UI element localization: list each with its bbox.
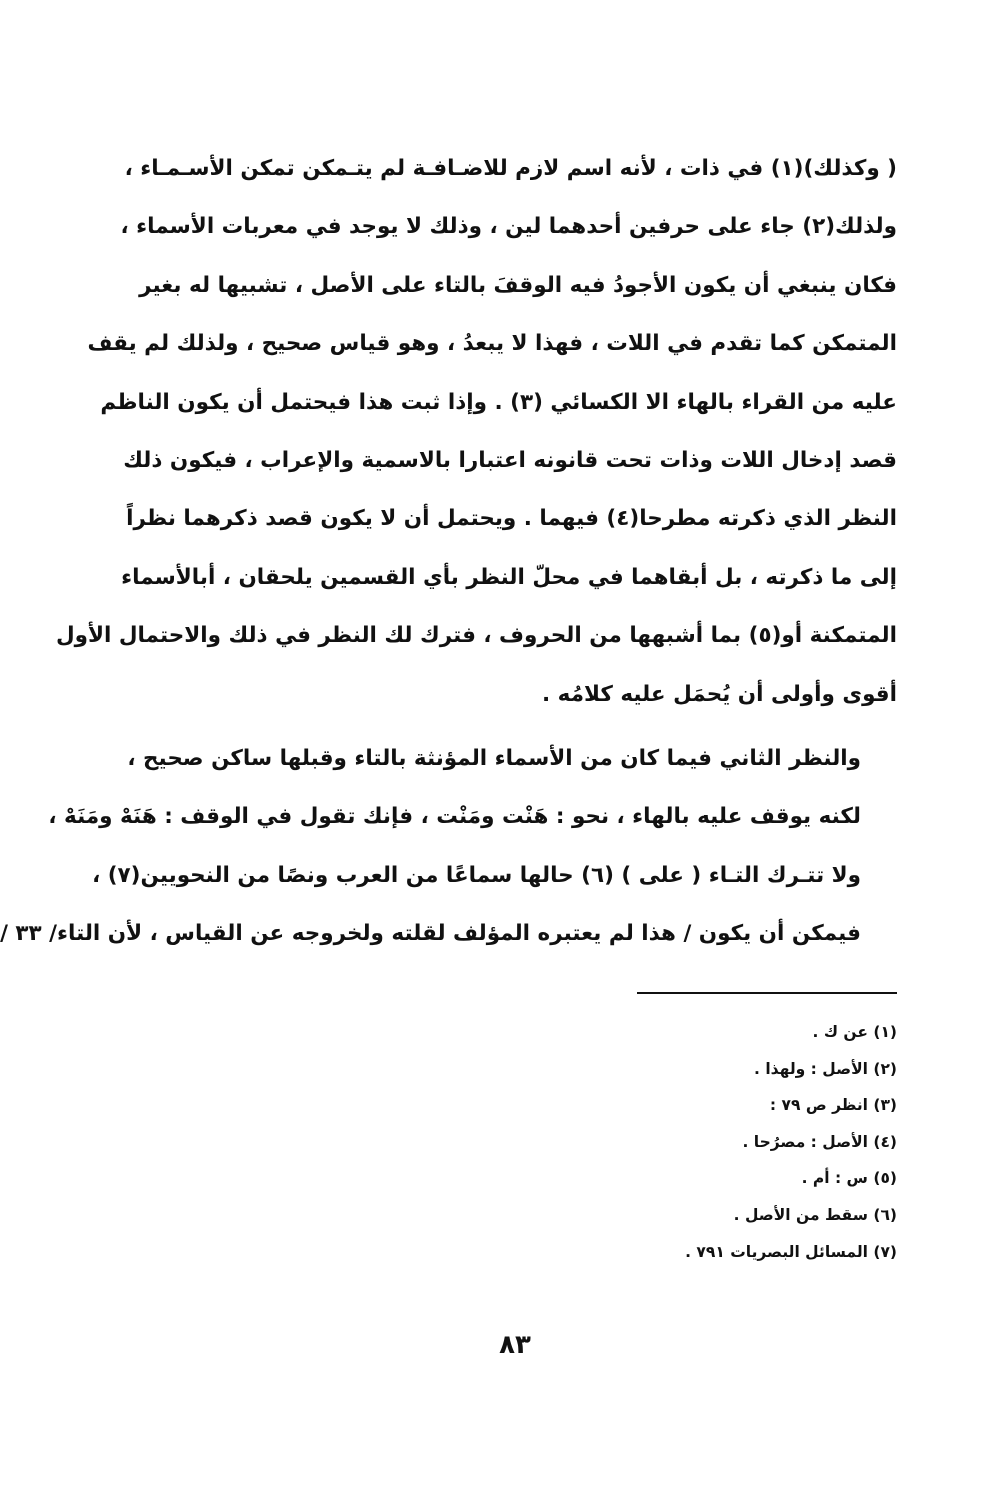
page-number: ٨٣ [499, 1330, 531, 1360]
text-line: ( وكذلك)(١) في ذات ، لأنه اسم لازم للاضـافـة لم يتـمكن تمكن الأسـمـاء ، [124, 156, 897, 181]
text-line: والنظر الثاني فيما كان من الأسماء المؤنثة بالتاء وقبلها ساكن صحيح ، [127, 745, 861, 771]
footnote-7: (٧) المسائل البصريات ٧٩١ . [685, 1242, 897, 1261]
paragraph-1 [55, 140, 897, 724]
footnote-6: (٦) سقط من الأصل . [733, 1205, 897, 1224]
footnote-3: (٣) انظر ص ٧٩ : [769, 1096, 897, 1115]
text-line: إلى ما ذكرته ، بل أبقاهما في محلّ النظر بأي القسمين يلحقان ، أبالأسماء [121, 564, 897, 590]
text-line: المتمكن كما تقدم في اللات ، فهذا لا يبعدُ ، وهو قياس صحيح ، ولذلك لم يقف [87, 331, 897, 357]
text-line: لكنه يوقف عليه بالهاء ، نحو : هَنْت ومَنْت ، فإنك تقول في الوقف : هَنَهْ ومَنَهْ ، [48, 804, 861, 830]
footnote-separator [637, 992, 897, 994]
paragraph-2 [0, 730, 897, 964]
text-line: ولا تتـرك التـاء ( على ) (٦) حالها سماعًا من العرب ونصًا من النحويين(٧) ، [92, 862, 861, 888]
text-line: قصد إدخال اللات وذات تحت قانونه اعتبارا بالاسمية والإعراب ، فيكون ذلك [123, 447, 897, 473]
text-line: عليه من القراء بالهاء الا الكسائي (٣) . وإذا ثبت هذا فيحتمل أن يكون الناظم [100, 389, 897, 415]
text-line: ولذلك(٢) جاء على حرفين أحدهما لين ، وذلك لا يوجد في معربات الأسماء ، [120, 214, 897, 240]
text-line: النظر الذي ذكرته مطرحا(٤) فيهما . ويحتمل أن لا يكون قصد ذكرهما نظراً [126, 506, 897, 532]
footnote-4: (٤) الأصل : مصرُحا . [742, 1132, 897, 1151]
footnote-5: (٥) س : أم . [801, 1169, 897, 1188]
footnote-2: (٢) الأصل : ولهذا . [754, 1059, 897, 1078]
footnotes [397, 1014, 897, 1270]
main-text [0, 140, 897, 963]
text-line: فكان ينبغي أن يكون الأجودُ فيه الوقفَ بالتاء على الأصل ، تشبيها له بغير [139, 272, 897, 298]
text-line: فيمكن أن يكون / هذا لم يعتبره المؤلف لقلته ولخروجه عن القياس ، لأن التاء/ ٣٣ / [0, 921, 861, 947]
text-line: أقوى وأولى أن يُحمَل عليه كلامُه . [542, 681, 897, 707]
footnote-1: (١) عن ك . [812, 1023, 897, 1041]
text-line: المتمكنة أو(٥) بما أشبهها من الحروف ، فترك لك النظر في ذلك والاحتمال الأول [55, 623, 897, 649]
